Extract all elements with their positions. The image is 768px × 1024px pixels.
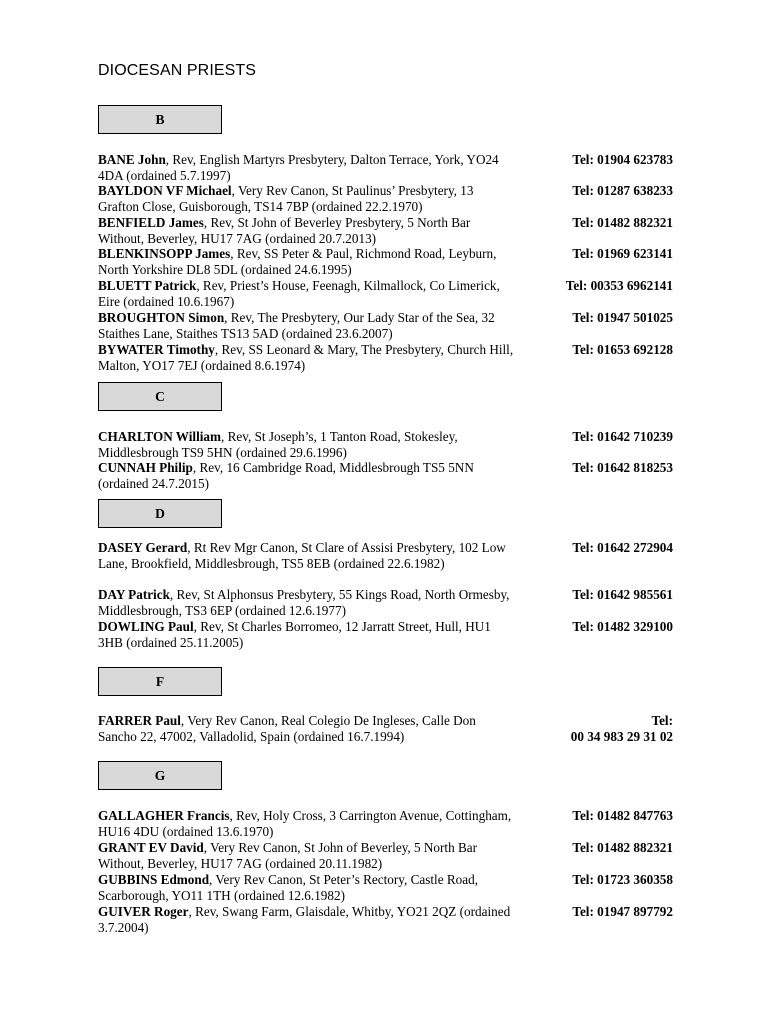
telephone: Tel: 01482 882321 — [572, 840, 673, 855]
priest-name: BAYLDON VF Michael — [98, 183, 232, 198]
telephone: Tel: 01642 272904 — [572, 540, 673, 555]
priest-description — [98, 183, 516, 215]
priest-name: BANE John — [98, 152, 166, 167]
priest-description — [98, 152, 516, 184]
priest-details: , Rev, St John of Beverley Presbytery, 5 North Bar Without, Beverley, HU17 7AG (ordained 20.7.2013) — [98, 215, 471, 246]
telephone: Tel: 01904 623783 — [572, 152, 673, 167]
priest-details: , Rev, Priest’s House, Feenagh, Kilmallock, Co Limerick, Eire (ordained 10.6.1967) — [98, 278, 500, 309]
priest-entry — [98, 587, 673, 619]
priest-description — [98, 215, 516, 247]
priest-details: , Very Rev Canon, Real Colegio De Ingleses, Calle Don Sancho 22, 47002, Valladolid, Spain (ordained 16.7.1994) — [98, 713, 476, 744]
telephone: Tel: 00353 6962141 — [565, 278, 673, 293]
priest-details: , Very Rev Canon, St John of Beverley, 5 North Bar Without, Beverley, HU17 7AG (ordained 20.11.1982) — [98, 840, 478, 871]
priest-entry — [98, 310, 673, 342]
priest-entry — [98, 429, 673, 461]
priest-name: BROUGHTON Simon — [98, 310, 225, 325]
priest-name: CUNNAH Philip — [98, 460, 193, 475]
priest-description — [98, 460, 516, 492]
priest-name: DASEY Gerard — [98, 540, 188, 555]
telephone: Tel: 01642 818253 — [572, 460, 673, 475]
priest-description — [98, 808, 516, 840]
priest-details: , Rev, St Charles Borromeo, 12 Jarratt Street, Hull, HU1 3HB (ordained 25.11.2005) — [98, 619, 491, 650]
priest-details: , Very Rev Canon, St Paulinus’ Presbytery, 13 Grafton Close, Guisborough, TS14 7BP (ordained 22.2.1970) — [98, 183, 474, 214]
telephone: Tel: 01482 847763 — [572, 808, 673, 823]
priest-entry — [98, 840, 673, 872]
priest-entry — [98, 278, 673, 310]
priest-description — [98, 872, 516, 904]
section-header-c: C — [98, 382, 222, 411]
priest-description — [98, 540, 516, 572]
priest-details: , Rev, SS Leonard & Mary, The Presbytery, Church Hill, Malton, YO17 7EJ (ordained 8.6.1974) — [98, 342, 514, 373]
section-header-d: D — [98, 499, 222, 528]
telephone: Tel: 01969 623141 — [572, 246, 673, 261]
priest-entry — [98, 215, 673, 247]
priest-details: , Rev, St Joseph’s, 1 Tanton Road, Stokesley, Middlesbrough TS9 5HN (ordained 29.6.1996) — [98, 429, 458, 460]
priest-entry — [98, 460, 673, 492]
priest-name: BLUETT Patrick — [98, 278, 197, 293]
telephone: Tel: 01642 710239 — [572, 429, 673, 444]
priest-entry — [98, 246, 673, 278]
priest-details: , Rev, English Martyrs Presbytery, Dalton Terrace, York, YO24 4DA (ordained 5.7.1997) — [98, 152, 499, 183]
priest-entry — [98, 152, 673, 184]
priest-name: GUIVER Roger — [98, 904, 189, 919]
priest-name: GALLAGHER Francis — [98, 808, 230, 823]
priest-entry — [98, 808, 673, 840]
section-header-f: F — [98, 667, 222, 696]
priest-name: BYWATER Timothy — [98, 342, 215, 357]
priest-details: , Very Rev Canon, St Peter’s Rectory, Castle Road, Scarborough, YO11 1TH (ordained 12.6.1982) — [98, 872, 479, 903]
priest-name: BLENKINSOPP James — [98, 246, 231, 261]
priest-description — [98, 278, 516, 310]
priest-description — [98, 429, 516, 461]
priest-description — [98, 713, 516, 745]
priest-name: BENFIELD James — [98, 215, 204, 230]
telephone: Tel: 01723 360358 — [572, 872, 673, 887]
priest-description — [98, 840, 516, 872]
priest-entry — [98, 904, 673, 936]
priest-entry — [98, 540, 673, 572]
priest-details: , Rev, 16 Cambridge Road, Middlesbrough TS5 5NN (ordained 24.7.2015) — [98, 460, 474, 491]
telephone: Tel: 01482 329100 — [572, 619, 673, 634]
priest-name: GUBBINS Edmond — [98, 872, 210, 887]
telephone-number: 00 34 983 29 31 02 — [570, 729, 673, 744]
priest-description — [98, 619, 516, 651]
priest-entry — [98, 619, 673, 651]
priest-description — [98, 904, 516, 936]
priest-name: DOWLING Paul — [98, 619, 194, 634]
priest-details: , Rev, The Presbytery, Our Lady Star of the Sea, 32 Staithes Lane, Staithes TS13 5AD (ordained 23.6.2007) — [98, 310, 495, 341]
telephone: Tel: 01482 882321 — [572, 215, 673, 230]
priest-entry — [98, 713, 673, 745]
section-header-g: G — [98, 761, 222, 790]
priest-name: DAY Patrick — [98, 587, 170, 602]
telephone: Tel: 01642 985561 — [572, 587, 673, 602]
telephone: Tel: 01287 638233 — [572, 183, 673, 198]
priest-name: CHARLTON William — [98, 429, 221, 444]
telephone-label: Tel: — [651, 713, 673, 728]
telephone — [571, 713, 673, 745]
priest-description — [98, 310, 516, 342]
priest-details: , Rt Rev Mgr Canon, St Clare of Assisi Presbytery, 102 Low Lane, Brookfield, Middlesbrough, TS5 8EB (ordained 22.6.1982) — [98, 540, 506, 571]
priest-name: GRANT EV David — [98, 840, 204, 855]
priest-entry — [98, 183, 673, 215]
priest-description — [98, 342, 516, 374]
telephone: Tel: 01653 692128 — [572, 342, 673, 357]
priest-description — [98, 246, 516, 278]
priest-details: , Rev, St Alphonsus Presbytery, 55 Kings Road, North Ormesby, Middlesbrough, TS3 6EP (ordained 12.6.1977) — [98, 587, 510, 618]
telephone: Tel: 01947 501025 — [572, 310, 673, 325]
page-title: DIOCESAN PRIESTS — [98, 62, 257, 79]
priest-details: , Rev, SS Peter & Paul, Richmond Road, Leyburn, North Yorkshire DL8 5DL (ordained 24.6.1995) — [98, 246, 497, 277]
priest-details: , Rev, Swang Farm, Glaisdale, Whitby, YO21 2QZ (ordained 3.7.2004) — [98, 904, 511, 935]
priest-entry — [98, 342, 673, 374]
priest-details: , Rev, Holy Cross, 3 Carrington Avenue, Cottingham, HU16 4DU (ordained 13.6.1970) — [98, 808, 512, 839]
priest-name: FARRER Paul — [98, 713, 181, 728]
telephone: Tel: 01947 897792 — [572, 904, 673, 919]
section-header-b: B — [98, 105, 222, 134]
priest-description — [98, 587, 516, 619]
priest-entry — [98, 872, 673, 904]
